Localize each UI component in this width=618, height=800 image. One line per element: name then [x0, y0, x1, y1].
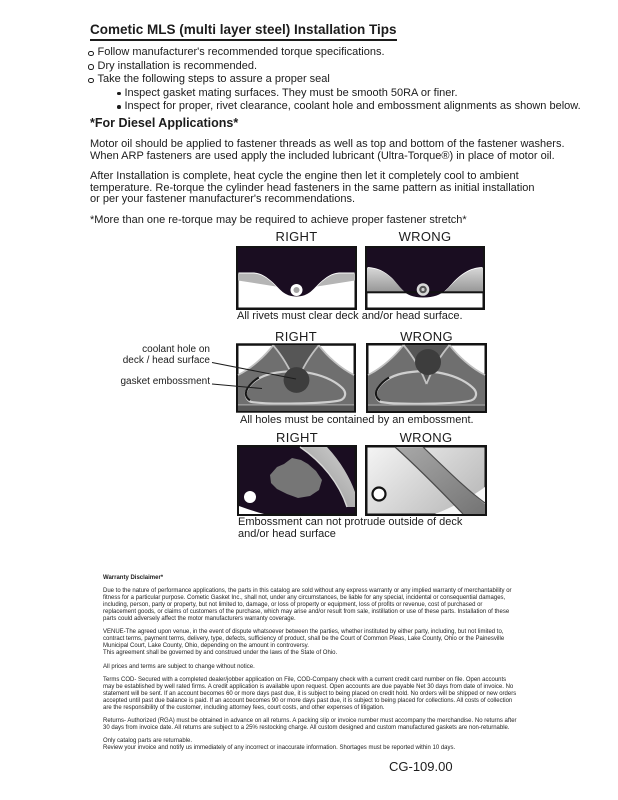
tip-text: Inspect gasket mating surfaces. They must be smooth 50RA or finer. [124, 86, 458, 99]
legal-paragraph: Review your invoice and notify us immediately of any incorrect or inaccurate information. Shortages must be reported within 10 days. [103, 745, 456, 752]
protrusion-wrong-illustration [365, 445, 487, 516]
bolt-hole-icon [373, 488, 386, 501]
wrong-label: WRONG [399, 430, 453, 445]
legal-paragraph: Due to the nature of performance applications, the parts in this catalog are sold without any express warranty or any implied warranty of merchantability or fitness for a particular purpose. Cometic Gasket Inc., shall not, under any circumstances, be liable for any special, incidental or consequential damages, including, person, party or property, but not limited to, damage, or loss of property or equipment, loss of profits or revenue, cost of purchased or replacement goods, or claims of customers of the purchase, which may arise and/or result from sale, instillation or use of these parts. Installation of these parts could adversely affect the motor manufacturers warranty coverage. [103, 588, 512, 623]
embossment-right-diagram [236, 343, 356, 413]
gasket-embossment-annotation: gasket embossment [120, 376, 210, 387]
row2-caption: All holes must be contained by an embossment. [240, 414, 474, 426]
annotation-line: coolant hole on [142, 344, 210, 355]
embossment-wrong-illustration [366, 343, 487, 413]
section-heading: *For Diesel Applications* [90, 116, 239, 130]
embossment-right-illustration [236, 343, 356, 413]
rivet-wrong-illustration [365, 246, 485, 310]
caption-line: and/or head surface [238, 527, 336, 540]
filled-bullet-icon [117, 92, 121, 96]
rivet-clearance-right-diagram [236, 246, 357, 310]
coolant-hole-icon [415, 349, 441, 375]
warranty-disclaimer-block [103, 575, 517, 759]
list-item [88, 60, 581, 74]
page-title: Cometic MLS (multi layer steel) Installation Tips [90, 22, 397, 41]
legal-paragraph: Only catalog parts are returnable. [103, 738, 193, 745]
tip-text: Take the following steps to assure a proper seal [97, 73, 330, 86]
legal-paragraph: Terms COD- Secured with a completed dealer/jobber application on File, COD-Company check with a current credit card number on file. Open accounts may be established by well rated firms. A credit application is available upon request. Open accounts are due payable Net 30 days from date of invoice. No statement will be sent. If an account becomes 60 or more days past due, it is subject to being placed on credit hold. No orders will be shipped or new orders accepted until past due balance is paid. If an account becomes 90 or more days past due, it is subject to being placed for collections. All costs of collection are the responsibility of the customer, including attorney fees, court costs, and other expenses of litigation. [103, 676, 517, 711]
tip-text: Follow manufacturer's recommended torque specifications. [97, 46, 385, 58]
list-item [88, 46, 581, 60]
protrusion-right-illustration [237, 445, 357, 516]
legal-paragraph: This agreement shall be governed by and construed under the laws of the State of Ohio. [103, 650, 338, 657]
right-label: RIGHT [275, 329, 317, 344]
page-code: CG-109.00 [389, 759, 453, 774]
filled-bullet-icon [117, 105, 121, 109]
coolant-hole-annotation [123, 345, 210, 367]
installation-tips-list [88, 46, 581, 114]
legal-paragraph: All prices and terms are subject to change without notice. [103, 663, 255, 670]
list-item [88, 73, 581, 87]
rivet-right-illustration [236, 246, 357, 310]
open-bullet-icon [88, 78, 94, 84]
legal-paragraph: VENUE-The agreed upon venue, in the event of dispute whatsoever between the parties, whether instituted by either party, including, but not limited to, contract terms, payment terms, delivery, type, defects, sufficiency of product, shall be the Court of Common Pleas, Lake County, Ohio or the Painesville Municipal Court, Lake County, Ohio, depending on the amount in controversy. [103, 629, 505, 650]
paragraph-line: temperature. Re-torque the cylinder head fasteners in the same pattern as initial installation [90, 181, 535, 194]
bolt-hole-icon [244, 491, 256, 503]
caption-line: Embossment can not protrude outside of deck [238, 516, 463, 528]
rivet-clearance-wrong-diagram [365, 246, 485, 310]
paragraph-line: or per your fastener manufacturer's recommendations. [90, 193, 355, 206]
row3-caption [238, 517, 462, 540]
paragraph-line: When ARP fasteners are used apply the included lubricant (Ultra-Torque®) in place of motor oil. [90, 149, 555, 162]
open-bullet-icon [88, 51, 94, 57]
paragraph-line: After Installation is complete, heat cycle the engine then let it completely cool to ambient [90, 170, 519, 183]
paragraph-line: Motor oil should be applied to fastener threads as well as top and bottom of the fastener washers. [90, 138, 565, 150]
tip-text: Dry installation is recommended. [97, 59, 258, 72]
coolant-hole-icon [284, 367, 310, 393]
right-label: RIGHT [275, 229, 318, 244]
protrusion-wrong-diagram [365, 445, 487, 516]
protrusion-right-diagram [237, 445, 357, 516]
embossment-wrong-diagram [366, 343, 487, 413]
wrong-label: WRONG [400, 329, 453, 344]
legal-paragraph: Returns- Authorized (RGA) must be obtained in advance on all returns. A packing slip or invoice number must accompany the merchandise. No returns after 30 days from invoice date. All returns are subject to a 25% restocking charge. All custom designed and custom manufactured gaskets are non-returnable. [103, 718, 517, 731]
tip-text: Inspect for proper, rivet clearance, coolant hole and embossment alignments as shown below. [124, 100, 581, 113]
retorque-note: *More than one re-torque may be required to achieve proper fastener stretch* [90, 213, 467, 226]
diesel-applications-section [90, 116, 565, 227]
list-item [117, 87, 581, 101]
list-item [117, 100, 581, 114]
open-bullet-icon [88, 64, 94, 70]
legal-heading: Warranty Disclaimer* [103, 575, 164, 581]
wrong-label: WRONG [398, 229, 452, 244]
annotation-line: deck / head surface [122, 354, 210, 366]
right-label: RIGHT [276, 430, 318, 445]
row1-caption: All rivets must clear deck and/or head surface. [237, 310, 463, 322]
